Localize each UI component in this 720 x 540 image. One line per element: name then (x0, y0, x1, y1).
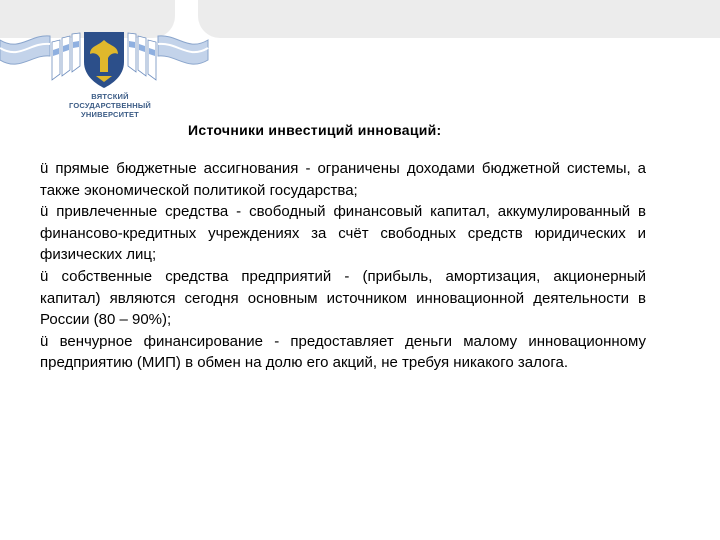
university-emblem-icon (84, 32, 124, 88)
list-item (40, 158, 646, 201)
list-item-text: прямые бюджетные ассигнования - ограничены доходами бюджетной системы, а также экономической политикой государства; (40, 160, 647, 199)
university-name-line: ГОСУДАРСТВЕННЫЙ (69, 101, 151, 110)
header-bar-right (198, 0, 720, 38)
university-logo (0, 0, 210, 140)
university-name (62, 92, 158, 119)
sources-list (40, 158, 646, 374)
slide-title: Источники инвестиций инноваций: (188, 122, 442, 138)
university-name-line: ВЯТСКИЙ (91, 92, 129, 101)
check-icon: ü (40, 160, 49, 177)
list-item-text: собственные средства предприятий - (прибыль, амортизация, акционерный капитал) являются сегодня основным источником инновационной деятельности в России (80 – 90%); (40, 267, 646, 329)
check-icon: ü (40, 332, 49, 350)
list-item (40, 331, 646, 374)
list-item (40, 201, 646, 266)
list-item-text: венчурное финансирование - предоставляет деньги малому инновационному предприятию (МИП) в обмен на долю его акций, не требуя никакого залога. (40, 332, 646, 372)
check-icon: ü (40, 267, 49, 285)
university-name-line: УНИВЕРСИТЕТ (81, 110, 139, 119)
check-icon: ü (40, 203, 49, 221)
list-item-text: привлеченные средства - свободный финансовый капитал, аккумулированный в финансово-кредитных учреждениях за счёт свободных средств юридических и физических лиц; (40, 203, 646, 264)
list-item (40, 266, 646, 331)
